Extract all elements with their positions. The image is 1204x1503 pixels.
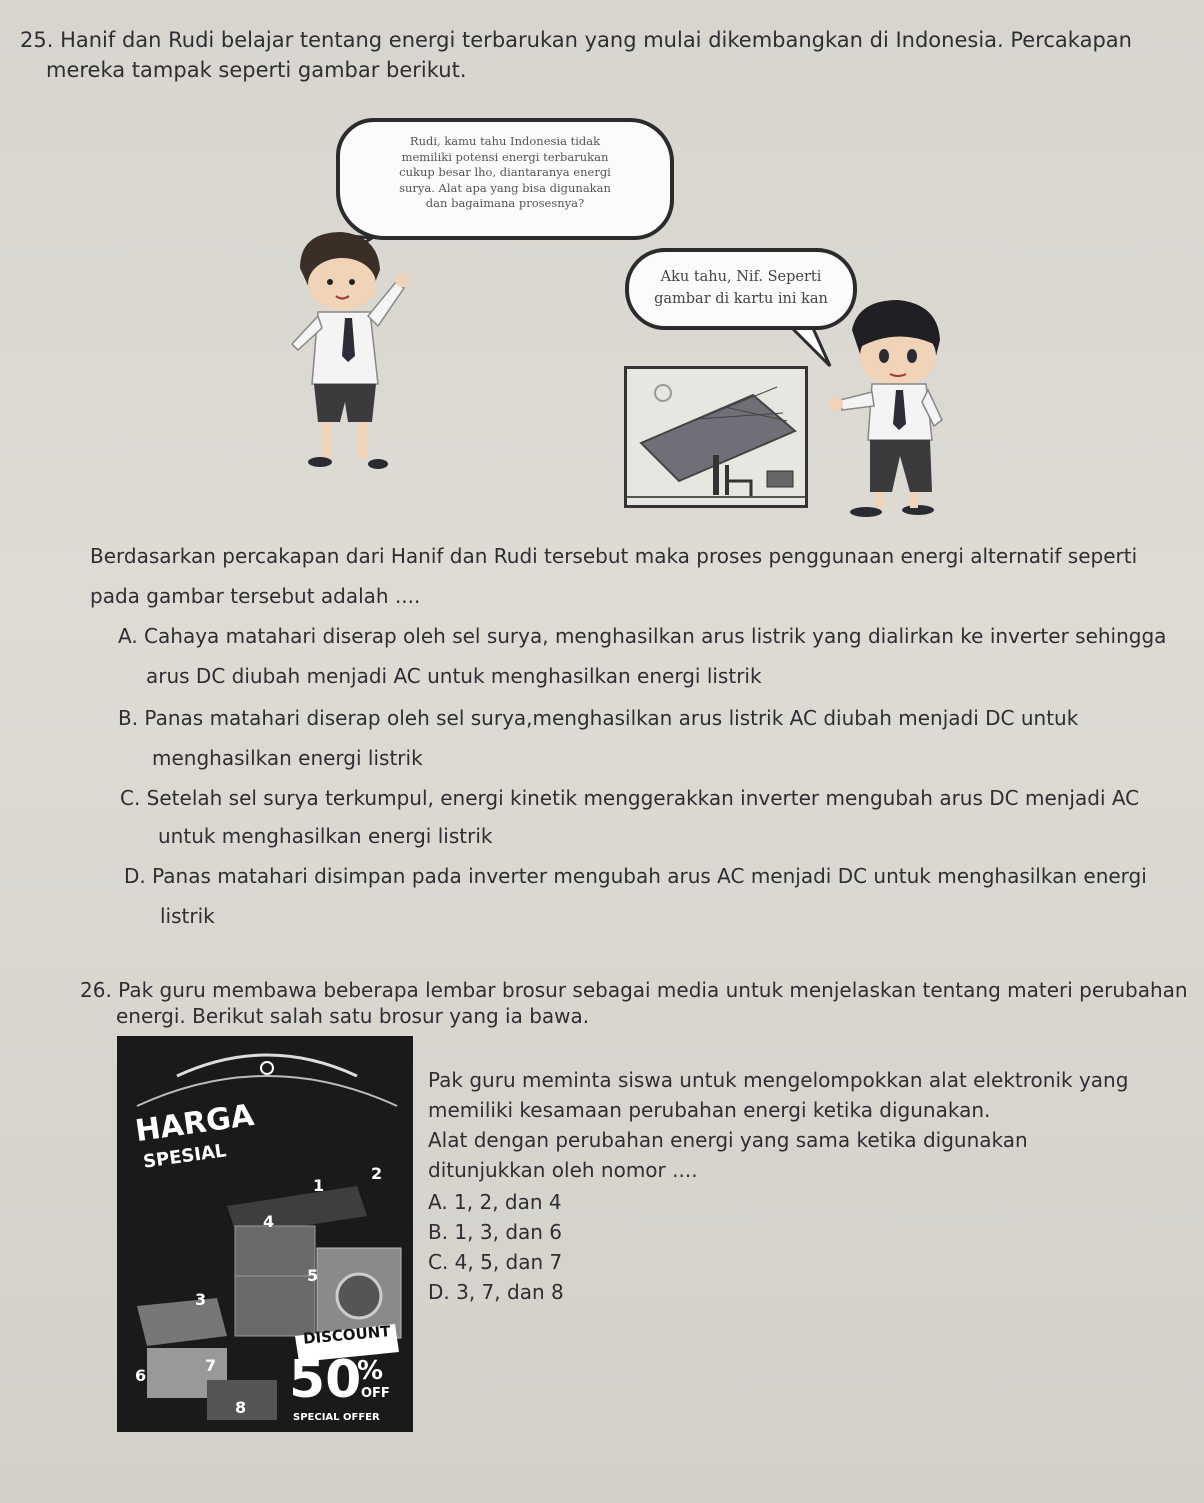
speech-bubble-rudi: [625, 248, 857, 330]
q26-option-a[interactable]: A. 1, 2, dan 4: [428, 1190, 562, 1214]
brochure-off: OFF: [361, 1386, 390, 1401]
q26-side-line2: memiliki kesamaan perubahan energi ketika digunakan.: [428, 1098, 991, 1122]
brochure-spesial: SPESIAL: [141, 1140, 228, 1173]
brochure-number: 2: [371, 1164, 383, 1183]
q25-option-b-cont: menghasilkan energi listrik: [152, 746, 423, 770]
appliance-icon: [137, 1298, 227, 1346]
q25-option-d[interactable]: D. Panas matahari disimpan pada inverter mengubah arus AC menjadi DC untuk menghasilkan energi: [124, 864, 1147, 888]
q26-option-b[interactable]: B. 1, 3, dan 6: [428, 1220, 563, 1244]
q26-option-d[interactable]: D. 3, 7, dan 8: [428, 1280, 564, 1304]
q26-side-line1: Pak guru meminta siswa untuk mengelompokkan alat elektronik yang: [428, 1068, 1129, 1092]
bubble-hanif-line: Rudi, kamu tahu Indonesia tidak: [409, 134, 601, 148]
hanif-character-icon: [292, 232, 409, 469]
q25-stem-line2: pada gambar tersebut adalah ....: [90, 584, 421, 608]
refrigerator-icon: [235, 1226, 315, 1336]
crescent-icon: [261, 1062, 273, 1074]
rudi-character-icon: [829, 300, 942, 517]
brochure-special-offer: SPECIAL OFFER: [293, 1412, 380, 1423]
q25-option-d-cont: listrik: [160, 904, 215, 928]
solar-panel-card: [624, 366, 808, 508]
q26-line2: energi. Berikut salah satu brosur yang ia bawa.: [116, 1004, 590, 1028]
q25-option-a-cont: arus DC diubah menjadi AC untuk menghasilkan energi listrik: [146, 664, 762, 688]
brochure-number: 3: [195, 1290, 207, 1309]
q26-side-line4: ditunjukkan oleh nomor ....: [428, 1158, 698, 1182]
q26-option-c[interactable]: C. 4, 5, dan 7: [428, 1250, 563, 1274]
bubble-hanif-line: memiliki potensi energi terbarukan: [401, 149, 609, 164]
bubble-rudi-line: Aku tahu, Nif. Seperti: [660, 269, 822, 285]
brochure-number: 6: [135, 1366, 147, 1385]
q25-line2: mereka tampak seperti gambar berikut.: [46, 58, 467, 82]
brochure-number: 4: [263, 1212, 275, 1231]
q25-option-c[interactable]: C. Setelah sel surya terkumpul, energi kinetik menggerakkan inverter mengubah arus DC menjadi AC: [120, 786, 1140, 810]
brochure-number: 7: [205, 1356, 217, 1375]
bubble-tail-icon: [790, 326, 830, 366]
q26-line1: 26. Pak guru membawa beberapa lembar brosur sebagai media untuk menjelaskan tentang materi perubahan: [80, 978, 1188, 1002]
brochure-harga: HARGA: [133, 1097, 257, 1150]
brochure-percent: 50: [289, 1350, 362, 1410]
brochure-discount: DISCOUNT: [302, 1322, 392, 1348]
q25-option-b[interactable]: B. Panas matahari diserap oleh sel surya,menghasilkan arus listrik AC diubah menjadi DC untuk: [118, 706, 1079, 730]
bubble-hanif-line: dan bagaimana prosesnya?: [425, 196, 585, 210]
brochure-percent-sign: %: [357, 1356, 384, 1386]
brochure-number: 8: [235, 1398, 247, 1417]
q25-line1: 25. Hanif dan Rudi belajar tentang energi terbarukan yang mulai dikembangkan di Indonesia. Percakapan: [20, 28, 1132, 52]
bubble-rudi-line: gambar di kartu ini kan: [654, 291, 828, 307]
discount-brochure: [117, 1036, 413, 1432]
brochure-number: 5: [307, 1266, 319, 1285]
brochure-number: 1: [313, 1176, 325, 1195]
solar-panel-icon: [627, 369, 805, 505]
bubble-hanif-line: cukup besar lho, diantaranya energi: [399, 165, 611, 179]
q25-stem-line1: Berdasarkan percakapan dari Hanif dan Rudi tersebut maka proses penggunaan energi alternatif seperti: [90, 544, 1138, 568]
characters-drawing: [0, 0, 1204, 600]
mosque-dome-icon: [177, 1055, 357, 1076]
q26-side-line3: Alat dengan perubahan energi yang sama ketika digunakan: [428, 1128, 1028, 1152]
bubble-hanif-line: surya. Alat apa yang bisa digunakan: [399, 180, 611, 195]
q25-option-a[interactable]: A. Cahaya matahari diserap oleh sel surya, menghasilkan arus listrik yang dialirkan ke inverter sehingga: [118, 624, 1167, 648]
q25-option-c-cont: untuk menghasilkan energi listrik: [158, 824, 493, 848]
